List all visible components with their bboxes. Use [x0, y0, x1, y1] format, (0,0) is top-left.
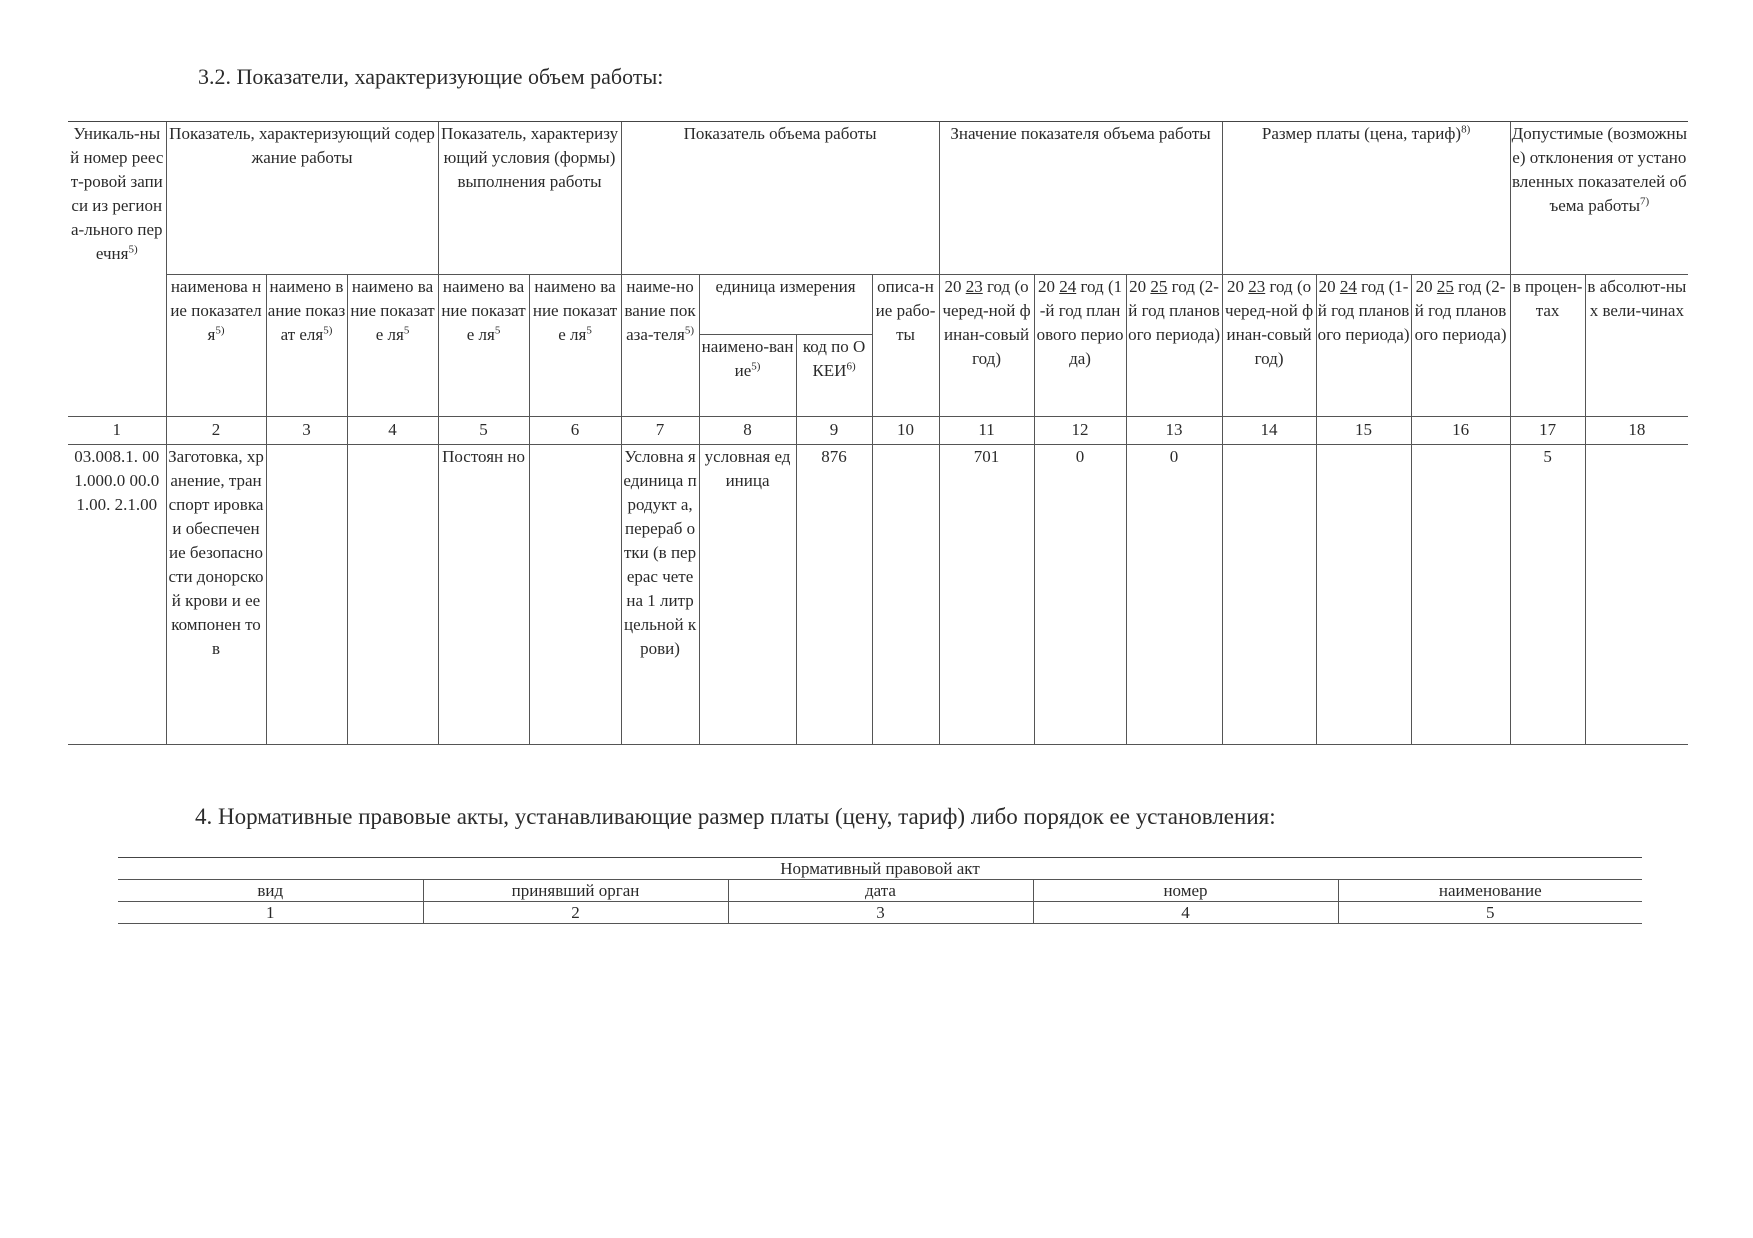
legal-acts-group-header: Нормативный правовой акт	[118, 858, 1642, 880]
column-number: 2	[166, 416, 266, 444]
cell-fee-year2	[1316, 444, 1411, 744]
column-number: 7	[621, 416, 699, 444]
cell-col-6	[529, 444, 621, 744]
legal-act-num: 5	[1338, 902, 1642, 924]
section-3-2-title: 3.2. Показатели, характеризующие объем работы:	[198, 64, 664, 89]
legal-acts-table	[118, 857, 1642, 924]
legal-act-col-number: номер	[1033, 880, 1338, 902]
cell-content-name: Заготовка, хранение, транспорт ировка и обеспечен ие безопасно сти донорской крови и ее компонен тов	[166, 444, 266, 744]
cell-okei-code: 876	[796, 444, 872, 744]
column-number: 3	[266, 416, 347, 444]
column-number: 8	[699, 416, 796, 444]
header-conditions-group: Показатель, характеризующий условия (формы) выполнения работы	[438, 122, 621, 274]
header-col-12: 20 24 год (1-й год планового периода)	[1034, 274, 1126, 416]
column-number: 1	[68, 416, 166, 444]
column-number: 6	[529, 416, 621, 444]
header-col-9: код по ОКЕИ$^{6)}$	[796, 334, 872, 416]
header-col-2: наименова ние показател $я^{5)}$	[166, 274, 266, 416]
cell-value-year1: 701	[939, 444, 1034, 744]
header-col-7: наиме-нование показа-теля$^{5)}$	[621, 274, 699, 416]
cell-unique-number: 03.008.1. 001.000.0 00.01.00. 2.1.00	[68, 444, 166, 744]
header-unit-group: единица измерения	[699, 274, 872, 334]
header-col-14: 20 23 год (очеред-ной финан-совый год)	[1222, 274, 1316, 416]
header-col-15: 20 24 год (1-й год планового периода)	[1316, 274, 1411, 416]
header-col-6: наимено вание показате $ля^5$	[529, 274, 621, 416]
header-col-4: наимено вание показате $ля^5$	[347, 274, 438, 416]
header-fee-group: Размер платы (цена, тариф)$^{8)}$	[1222, 122, 1510, 274]
legal-act-num: 4	[1033, 902, 1338, 924]
header-col-18: в абсолют-ных вели-чинах	[1585, 274, 1688, 416]
legal-act-col-authority: принявший орган	[423, 880, 728, 902]
column-number: 14	[1222, 416, 1316, 444]
work-volume-table	[68, 122, 1688, 745]
header-col-10: описа-ние рабо-ты	[872, 274, 939, 416]
legal-act-num: 3	[728, 902, 1033, 924]
cell-col-3	[266, 444, 347, 744]
cell-deviation-percent: 5	[1510, 444, 1585, 744]
header-col-3: наимено вание показат еля$^{5)}$	[266, 274, 347, 416]
header-deviation-group: Допустимые (возможные) отклонения от установленных показателей объема работы$^{7)}$	[1510, 122, 1688, 274]
column-number: 9	[796, 416, 872, 444]
column-number: 5	[438, 416, 529, 444]
cell-value-year2: 0	[1034, 444, 1126, 744]
section-4-title: 4. Нормативные правовые акты, устанавливающие размер платы (цену, тариф) либо порядок ее установления:	[195, 804, 1276, 829]
column-number: 4	[347, 416, 438, 444]
column-number: 16	[1411, 416, 1510, 444]
header-col-11: 20 23 год (очеред-ной финан-совый год)	[939, 274, 1034, 416]
cell-fee-year1	[1222, 444, 1316, 744]
column-number: 11	[939, 416, 1034, 444]
cell-deviation-absolute	[1585, 444, 1688, 744]
column-number: 17	[1510, 416, 1585, 444]
legal-act-col-date: дата	[728, 880, 1033, 902]
header-value-group: Значение показателя объема работы	[939, 122, 1222, 274]
column-number: 13	[1126, 416, 1222, 444]
header-col-16: 20 25 год (2-й год планового периода)	[1411, 274, 1510, 416]
cell-condition: Постоян но	[438, 444, 529, 744]
header-col-17: в процен-тах	[1510, 274, 1585, 416]
header-col-5: наимено вание показате $ля^5$	[438, 274, 529, 416]
cell-unit-name: условная единица	[699, 444, 796, 744]
header-volume-group: Показатель объема работы	[621, 122, 939, 274]
column-number: 10	[872, 416, 939, 444]
cell-fee-year3	[1411, 444, 1510, 744]
column-number: 15	[1316, 416, 1411, 444]
legal-act-num: 2	[423, 902, 728, 924]
legal-act-col-name: наименование	[1338, 880, 1642, 902]
cell-description	[872, 444, 939, 744]
cell-col-4	[347, 444, 438, 744]
legal-act-num: 1	[118, 902, 423, 924]
cell-value-year3: 0	[1126, 444, 1222, 744]
header-col-8: наимено-вание$^{5)}$	[699, 334, 796, 416]
column-number: 18	[1585, 416, 1688, 444]
header-unique-number: Уникаль-ный номер реест-ровой записи из регионa-льного перечня$^{5)}$	[68, 122, 166, 416]
cell-volume-indicator: Условна я единица продукт а, перераб отки (в перерас чете на 1 литр цельной крови)	[621, 444, 699, 744]
header-content-group: Показатель, характеризующий содержание работы	[166, 122, 438, 274]
header-col-13: 20 25 год (2-й год планового периода)	[1126, 274, 1222, 416]
column-number: 12	[1034, 416, 1126, 444]
legal-act-col-type: вид	[118, 880, 423, 902]
